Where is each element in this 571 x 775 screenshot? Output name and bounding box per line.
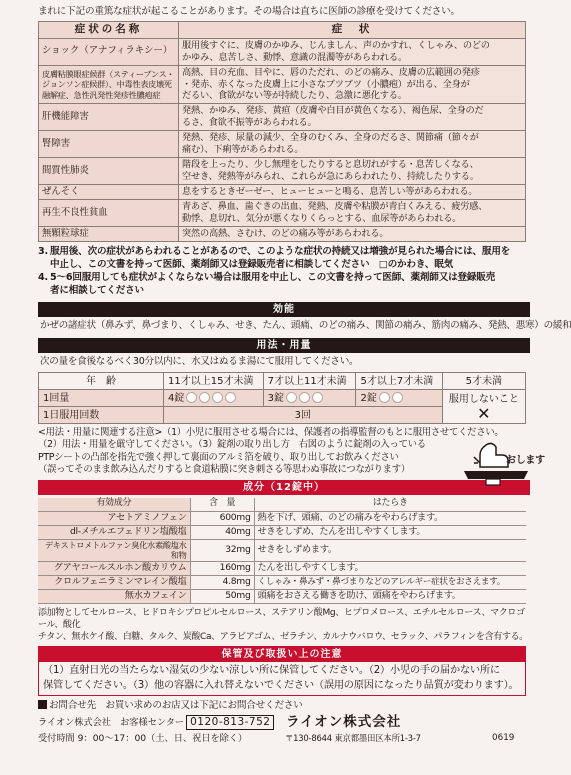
ingredient-amount: 600mg	[190, 511, 254, 525]
symptom-desc	[179, 38, 526, 65]
tablet-icons	[286, 392, 323, 403]
symptom-name-header: 症状の名称	[39, 22, 179, 39]
table-row	[39, 158, 526, 185]
table-row	[39, 38, 526, 65]
table-header-row	[39, 22, 526, 39]
serious-symptoms-table	[38, 21, 526, 242]
company-address: 〒130-8644 東京都墨田区本所1-3-7	[285, 732, 421, 743]
reception-hours: 受付時間 9：00～17：00（土、日、祝日を除く）	[38, 733, 248, 745]
ingredient-action: たんを出しやすくします。	[254, 561, 526, 575]
storage-heading: 保管及び取扱い上の注意	[39, 647, 525, 662]
table-row	[39, 200, 526, 227]
efficacy-text: かぜの諸症状（鼻みず、鼻づまり、くしゃみ、せき、たん、頭痛、のどの痛み、関節の痛み、筋肉の痛み、発熱、悪寒）の緩和	[40, 320, 571, 332]
dosage-table	[38, 372, 526, 424]
symptom-name: 腎障害	[39, 131, 179, 158]
note-text	[50, 272, 495, 298]
ingredient-action: くしゃみ・鼻みず・鼻づまりなどのアレルギー症状をおさえます。	[254, 575, 526, 589]
note-number: 3.	[38, 246, 48, 258]
efficacy-heading: 効能	[38, 302, 530, 317]
tablet-icon	[199, 392, 210, 403]
desc-line: 痛む）、下痢等があらわれる。	[182, 144, 304, 156]
ingredient-name: 無水カフェイン	[38, 589, 190, 603]
contact-section	[38, 700, 530, 760]
ingredient-amount: 160mg	[190, 561, 254, 575]
ptp-push-illustration	[456, 441, 545, 487]
tablet-icon	[212, 392, 223, 403]
amount-header: 含 量	[190, 498, 254, 511]
table-row	[39, 131, 526, 158]
age-under-5: 5才未満	[442, 373, 525, 390]
additives-line: 添加物としてセルロース、ヒドロキシプロピルセルロース、ステアリン酸Mg、ヒプロメロース、エチルセルロース、マクロゴール、酸化	[38, 607, 525, 630]
desc-line: るさ、食欲不振等があらわれる。	[182, 117, 317, 129]
storage-line: 保管してください。（3）他の容器に入れ替えないでください（誤用の原因になったり品質が変わります）。	[43, 679, 519, 691]
additives-line: チタン、無水ケイ酸、白糖、タルク、炭酸Ca、アラビアゴム、ゼラチン、カルナウバロウ、セラック、パラフィンを含有する。	[38, 632, 528, 643]
note-text	[50, 246, 510, 272]
note-line: 中止し、この文書を持って医師、薬剤師又は登録販売者に相談してください □のかわき、眠気	[50, 259, 454, 271]
note-item	[38, 246, 530, 272]
ingredient-name: デキストロメトルファン臭化水素酸塩水和物	[38, 539, 190, 561]
caution-line: （2）用法・用量を厳守してください。（3）錠剤の取り出し方 右図のように錠剤の入っている	[38, 439, 426, 451]
ingredient-action: せきをしずめ、たんを出しやすくします。	[254, 525, 526, 539]
desc-line: 息をするときゼーゼー、ヒューヒューと鳴る、息苦しい等があらわれる。	[182, 186, 478, 198]
symptom-desc	[179, 185, 526, 200]
note-line: 者に相談してください	[50, 285, 144, 297]
table-row	[38, 539, 526, 561]
ingredient-action: 頭痛をおさえる働きを助け、頭痛をやわらげます。	[254, 589, 526, 603]
dosage-heading: 用法・用量	[38, 338, 530, 353]
age-7-11: 7才以上11才未満	[263, 373, 356, 390]
not-use-text: 服用しないこと	[448, 393, 519, 405]
tablet-icons	[186, 392, 236, 403]
consult-notes	[38, 246, 530, 298]
symptom-desc	[179, 104, 526, 131]
per-dose-row	[39, 390, 526, 407]
desc-line: 空せき、発熱等がみられ、これらが急にあらわれたり、持続したりする。	[182, 171, 479, 183]
ingredients-header-row	[38, 498, 526, 511]
name-line: ジョンソン症候群）、中毒性表皮壊死	[42, 79, 172, 90]
tablet-icon	[299, 392, 310, 403]
note-line: 服用後、次の症状があらわれることがあるので、このような症状の持続又は増強が見られた場合には、服用を	[50, 246, 511, 258]
note-line: 5～6回服用しても症状がよくならない場合は服用を中止し、この文書を持って医師、薬剤師又は登録販売	[50, 272, 496, 284]
ingredient-name: アセトアミノフェン	[38, 511, 190, 525]
tablet-icon	[486, 479, 500, 485]
name-line: 融解症、急性汎発性発疹性膿疱症	[42, 89, 161, 100]
symptom-name	[39, 65, 179, 104]
desc-line: 発熱、かゆみ、発疹、黄疸（皮膚や白目が黄色くなる）、褐色尿、全身のだ	[182, 105, 484, 117]
desc-line: だるい、食欲がない等が持続したり、急激に悪化する。	[182, 90, 407, 102]
ingredient-name: グアヤコールスルホン酸カリウム	[38, 561, 190, 575]
symptom-desc-header: 症 状	[179, 22, 526, 39]
inquiry-line	[38, 700, 530, 712]
caution-line: PTPシートの凸部を指先で強く押して裏面のアルミ箔を破り、取り出してお飲みください	[38, 451, 399, 463]
ingredients-heading: 成分（12錠中）	[38, 480, 530, 495]
symptom-desc	[179, 131, 526, 158]
customer-center: ライオン株式会社 お客様センター	[38, 717, 185, 729]
tablet-icon	[225, 392, 236, 403]
ingredient-name: dl-メチルエフェドリン塩酸塩	[38, 525, 190, 539]
ptp-sheet-icon	[464, 471, 528, 479]
desc-line: 動悸、息切れ、気分が悪くなりくらっとする、血尿等があらわれる。	[182, 213, 462, 225]
ingredient-amount: 4.8mg	[190, 575, 254, 589]
note-item	[38, 272, 530, 298]
serious-symptoms-intro: まれに下記の重篤な症状が起こることがあります。その場合は直ちに医師の診療を受けてください。	[38, 6, 460, 17]
desc-line: 突然の高熱、さむけ、のどの痛み等があらわれる。	[182, 228, 389, 240]
desc-line: ・発赤、赤くなった皮膚上に小さなブツブツ（小膿疱）が出る、全身が	[182, 78, 470, 90]
under-5-cell	[442, 390, 525, 424]
dose-value: 4錠	[168, 392, 185, 404]
tablet-icon	[392, 392, 403, 403]
tablet-icon	[312, 392, 323, 403]
additives-text	[38, 607, 530, 643]
age-11-15: 11才以上15才未満	[164, 373, 264, 390]
table-row	[38, 575, 526, 589]
ingredient-action: せきをしずめます。	[254, 539, 526, 561]
ingredients-table	[38, 498, 526, 604]
dosage-text: 次の量を食後なるべく30分以内に、水又はぬるま湯にて服用してください。	[40, 355, 359, 367]
table-row	[38, 511, 526, 525]
table-row	[39, 65, 526, 104]
per-dose-label: 1回量	[39, 390, 164, 407]
cross-icon: ✕	[477, 403, 491, 423]
tablet-icons	[379, 392, 403, 403]
storage-line: （1）直射日光の当たらない湿気の少ない涼しい所に保管してください。（2）小児の手の届かない所に	[43, 665, 500, 677]
symptom-name: 肝機能障害	[39, 104, 179, 131]
age-label: 年 齢	[39, 373, 164, 390]
inquiry-text: お問合せ先 お買い求めのお店又は下記にお問合せください	[49, 699, 303, 711]
storage-text	[39, 662, 525, 695]
tablet-icon	[379, 392, 390, 403]
symptom-name: 無顆粒球症	[39, 227, 179, 242]
table-row	[38, 525, 526, 539]
times-value: 3回	[164, 407, 443, 424]
arrow-icon	[474, 457, 480, 463]
desc-line: 青あざ、鼻血、歯ぐきの出血、発熱、皮膚や粘膜が青白くみえる、疲労感、	[182, 201, 488, 213]
dose-value: 2錠	[360, 392, 377, 404]
table-row	[39, 227, 526, 242]
phone-number[interactable]: 0120-813-752	[186, 715, 274, 730]
ingredient-action: 熱を下げ、頭痛、のどの痛みをやわらげます。	[254, 511, 526, 525]
ingredient-name: クロルフェニラミンマレイン酸塩	[38, 575, 190, 589]
symptom-desc	[179, 227, 526, 242]
action-header: はたらき	[254, 498, 526, 511]
caution-line: （誤ってそのまま飲み込んだりすると食道粘膜に突き刺さる等思わぬ事故につながります）	[38, 463, 410, 475]
square-bullet-icon	[38, 700, 47, 709]
note-number: 4.	[38, 272, 48, 284]
dose-11-15	[164, 390, 264, 407]
dosage-caution	[38, 427, 545, 476]
dose-7-11	[263, 390, 356, 407]
caution-line: <用法・用量に関連する注意>（1）小児に服用させる場合には、保護者の指導監督のもとに服用させてください。	[38, 427, 504, 439]
ingredient-amount: 50mg	[190, 589, 254, 603]
age-row	[39, 373, 526, 390]
ingredient-amount: 32mg	[190, 539, 254, 561]
name-line: 皮膚粘膜眼症候群（スティーブンス・	[42, 69, 175, 80]
center-line	[38, 715, 530, 730]
desc-line: 階段を上ったり、少し無理をしたりすると息切れがする・息苦しくなる、	[182, 159, 479, 171]
symptom-name: ショック（アナフィラキシー）	[39, 38, 179, 65]
dose-5-7	[356, 390, 442, 407]
finger-icon	[480, 444, 508, 468]
table-row	[39, 104, 526, 131]
times-label: 1日服用回数	[39, 407, 164, 424]
ingredient-amount: 40mg	[190, 525, 254, 539]
table-row	[39, 185, 526, 200]
symptom-name: 間質性肺炎	[39, 158, 179, 185]
company-name: ライオン株式会社	[286, 713, 402, 730]
push-label: おします	[506, 455, 545, 467]
tablet-icon	[186, 392, 197, 403]
symptom-desc	[179, 158, 526, 185]
table-row	[38, 589, 526, 603]
age-5-7: 5才以上7才未満	[356, 373, 442, 390]
desc-line: かゆみ、息苦しさ、動悸、意識の混濁等があらわれる。	[182, 51, 407, 63]
document-code: 0619	[492, 732, 515, 743]
desc-line: 服用後すぐに、皮膚のかゆみ、じんましん、声のかすれ、くしゃみ、のどの	[182, 39, 490, 51]
active-ingredient-header: 有効成分	[38, 498, 190, 511]
dose-value: 3錠	[267, 392, 284, 404]
tablet-icon	[286, 392, 297, 403]
symptom-name: 再生不良性貧血	[39, 200, 179, 227]
desc-line: 発熱、発疹、尿量の減少、全身のむくみ、全身のだるさ、関節痛（節々が	[182, 132, 479, 144]
symptom-desc	[179, 65, 526, 104]
symptom-desc	[179, 200, 526, 227]
desc-line: 高熱、目の充血、目やに、唇のただれ、のどの痛み、皮膚の広範囲の発疹	[182, 66, 480, 78]
table-row	[38, 561, 526, 575]
symptom-name: ぜんそく	[39, 185, 179, 200]
storage-box	[38, 646, 526, 696]
